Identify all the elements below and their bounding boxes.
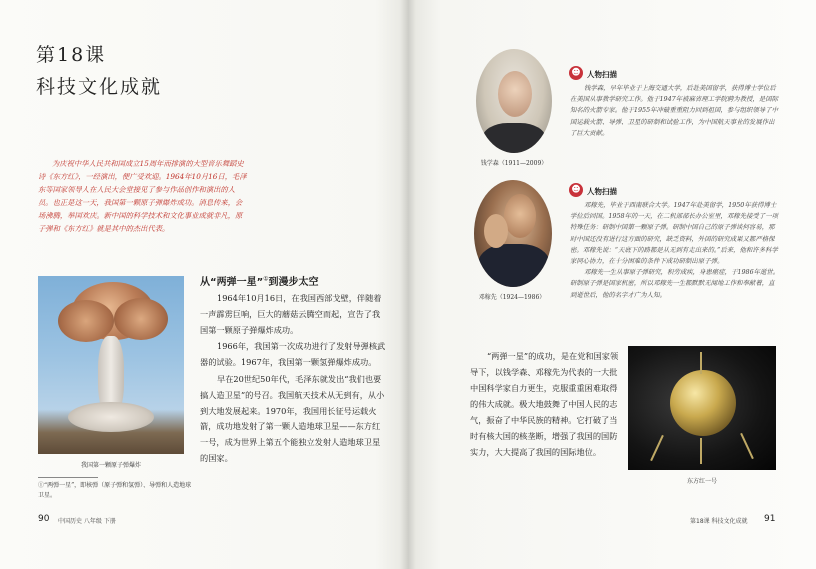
deng-jiaxian-caption: 邓稼先（1924—1986）: [478, 294, 546, 301]
left-body-text: [200, 291, 386, 468]
section-heading-mark: ①: [263, 275, 269, 283]
section-heading-text: 从“两弹一星”: [200, 277, 264, 288]
book-spine: [400, 0, 416, 569]
footnote-divider: [38, 477, 98, 478]
qian-xuesen-caption: 钱学森（1911—2009）: [480, 160, 548, 167]
dongfanghong-satellite-photo: [628, 346, 776, 470]
paragraph: 1964年10月16日，在我国西部戈壁，伴随着一声霹雳巨响，巨大的蘑菇云腾空而起，宣告了我国第一颗原子弹爆炸成功。: [200, 293, 382, 335]
qian-xuesen-bio: [570, 83, 780, 139]
lesson-number: 第18课: [36, 44, 107, 66]
scan-label: 人物扫描: [587, 187, 617, 196]
paragraph: 1966年，我国第一次成功进行了发射导弹核武器的试验。1967年，我国第一颗氢弹爆炸成功。: [200, 341, 386, 368]
section-heading-tail: 到漫步太空: [268, 277, 319, 288]
lesson-title: 科技文化成就: [36, 76, 163, 98]
deng-jiaxian-bio: [570, 200, 780, 301]
atomic-bomb-photo: [38, 276, 184, 454]
qian-xuesen-portrait: [476, 49, 552, 153]
bio-paragraph: 邓稼先，毕业于西南联合大学。1947年赴美留学，1950年获得博士学位后回国。1958年的一天，在二机部部长办公室里，邓稼先接受了一项特殊任务：研制中国第一颗原子弹。研制中国自己的原子弹谈何容易，那时中国还没有进行这方面的研究，缺乏资料，外国的研究成果又都严格保密。邓稼先说：“天底下的路都是从无到有走出来的。”后来，他和许多科学家同心协力，在十分困难的条件下成功研制出原子弹。: [570, 201, 778, 266]
scan-label: 人物扫描: [587, 70, 617, 79]
paragraph: 早在20世纪50年代，毛泽东就发出“我们也要搞人造卫星”的号召。我国航天技术从无到有，从小到大地发展起来。1970年，我国用长征号运载火箭，成功地发射了第一颗人造地球卫星——东方红一号，成为世界上第五个能独立发射人造地球卫星的国家。: [200, 373, 385, 463]
bio-paragraph: 邓稼先一生从事原子弹研究，积劳成疾，身患癌症，于1986年逝世。研制原子弹是国家机密，所以邓稼先一生都默默无闻地工作和奉献着，直到逝世后，他的名字才广为人知。: [570, 268, 780, 299]
right-page-number: 91: [764, 514, 776, 524]
atomic-bomb-caption: 我国第一颗原子弹爆炸: [80, 462, 141, 469]
right-running-footer: 第18课 科技文化成就: [690, 518, 748, 525]
section-heading: [200, 273, 319, 288]
deng-jiaxian-portrait: [474, 180, 552, 287]
left-page-number: 90: [38, 514, 50, 524]
satellite-caption: 东方红一号: [686, 478, 717, 485]
left-running-footer: 中国历史 八年级 下册: [58, 518, 116, 525]
person-icon: ☻: [569, 183, 583, 197]
footnote: ①“两弹一星”，即核弹（原子弹和氢弹）、导弹和人造地球卫星。: [38, 482, 192, 499]
right-body-text: “两弹一星”的成功，是在党和国家领导下，以钱学森、邓稼先为代表的一大批中国科学家自力更生，克服重重困难取得的伟大成就。极大地鼓舞了中国人民的志气，振奋了中华民族的精神。它打破了当时有核大国的核垄断，增强了我国的国防实力，大大提高了我国的国际地位。: [470, 351, 619, 457]
bio-paragraph: 钱学森，早年毕业于上海交通大学，后赴美国留学，获得博士学位后在美国从事教学研究工作。他于1947年被麻省理工学院聘为教授，是国际知名的火箭专家。他于1955年冲破重重阻力回到祖国，参与组织领导了中国运载火箭、导弹、卫星的研制和试验工作，为中国航天事业的发展作出了巨大贡献。: [570, 84, 778, 137]
lesson-intro: 为庆祝中华人民共和国成立15周年而排演的大型音乐舞蹈史诗《东方红》，一经演出，便广受欢迎。1964年10月16日，毛泽东等国家领导人在人民大会堂接见了参与作品创作和演出的人员。也正是这一天，我国第一颗原子弹爆炸成功。消息传来，会场沸腾，举国欢庆。新中国的科学技术和文化事业成就非凡，原子弹和《东方红》就是其中的杰出代表。: [38, 159, 247, 233]
person-icon: ☻: [569, 66, 583, 80]
